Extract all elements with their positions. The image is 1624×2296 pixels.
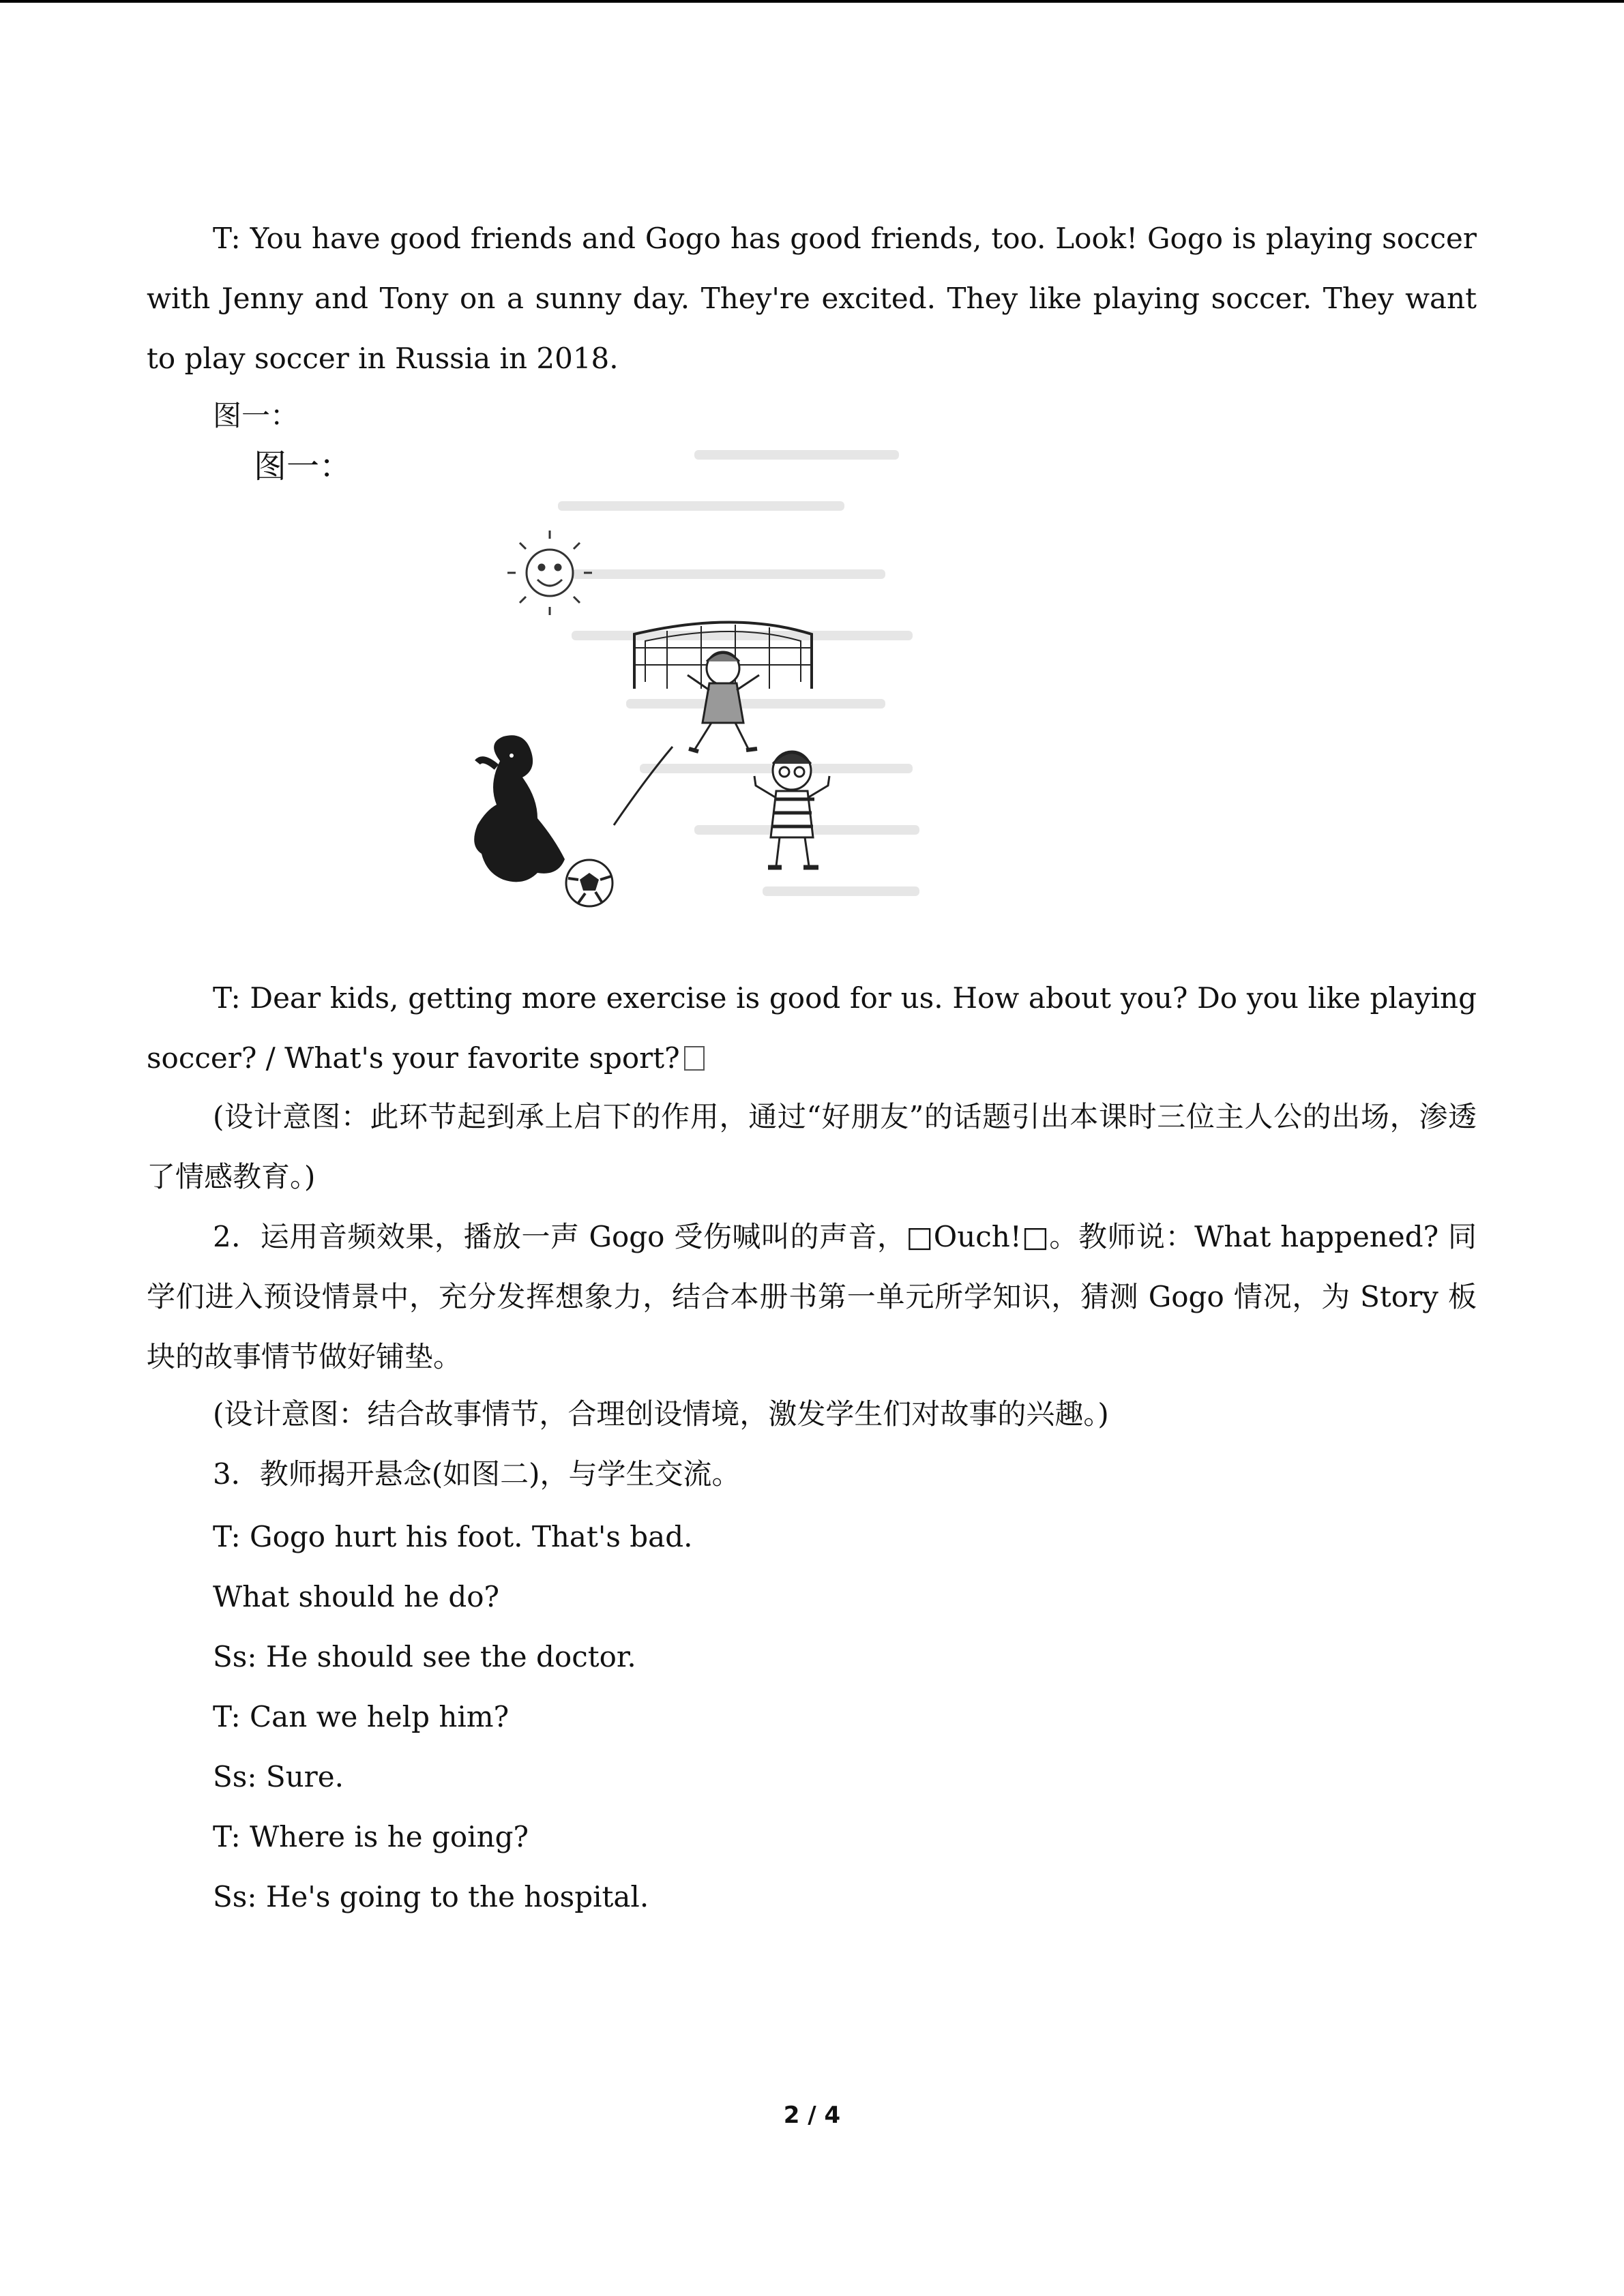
paragraph-design-intent-1: (设计意图：此环节起到承上启下的作用，通过“好朋友”的话题引出本课时三位主人公的出场，渗透了情感教育。) <box>147 1100 1477 1193</box>
figure1-inner-label: 图一： <box>254 447 353 486</box>
dialogue-line: Ss: Sure. <box>213 1760 344 1793</box>
page-number: 2 / 4 <box>783 2102 841 2129</box>
dialogue-line: T: Can we help him? <box>213 1700 510 1733</box>
dialogue-line: Ss: He should see the doctor. <box>213 1640 636 1673</box>
figure1-soccer-illustration <box>217 436 947 951</box>
placeholder-box-glyph <box>684 1046 705 1071</box>
gogo-character-figure <box>474 735 565 882</box>
paragraph-step-2: 2．运用音频效果，播放一声 Gogo 受伤喊叫的声音，□Ouch!□。教师说：What happened? 同学们进入预设情景中，充分发挥想象力，结合本册书第一单元所学知识，猜测 Gogo 情况，为 Story 板块的故事情节做好铺垫。 <box>147 1220 1477 1373</box>
dialogue-line: Ss: He's going to the hospital. <box>213 1880 649 1913</box>
ball-trajectory-line <box>614 747 673 825</box>
dialogue-line: T: Where is he going? <box>213 1820 529 1853</box>
figure1-caption: 图一： <box>213 399 299 432</box>
soccer-scene-drawing <box>217 436 947 951</box>
paragraph-question-text: T: Dear kids, getting more exercise is good for us. How about you? Do you like playing soccer? / What's your favorite sport? <box>147 981 1477 1075</box>
paragraph-design-intent-2: (设计意图：结合故事情节，合理创设情境，激发学生们对故事的兴趣。) <box>213 1397 1109 1431</box>
paragraph-step-3: 3．教师揭开悬念(如图二)，与学生交流。 <box>213 1457 741 1491</box>
dialogue-line: What should he do? <box>213 1580 500 1613</box>
paragraph-question <box>147 968 1477 1088</box>
dialogue-line: T: Gogo hurt his foot. That's bad. <box>213 1520 693 1553</box>
soccer-ball-icon <box>566 860 612 906</box>
paragraph-intro: T: You have good friends and Gogo has good friends, too. Look! Gogo is playing soccer with Jenny and Tony on a sunny day. They're excited. They like playing soccer. They want to play soccer in Russia in 2018. <box>147 222 1477 375</box>
top-border-line <box>0 0 1624 3</box>
